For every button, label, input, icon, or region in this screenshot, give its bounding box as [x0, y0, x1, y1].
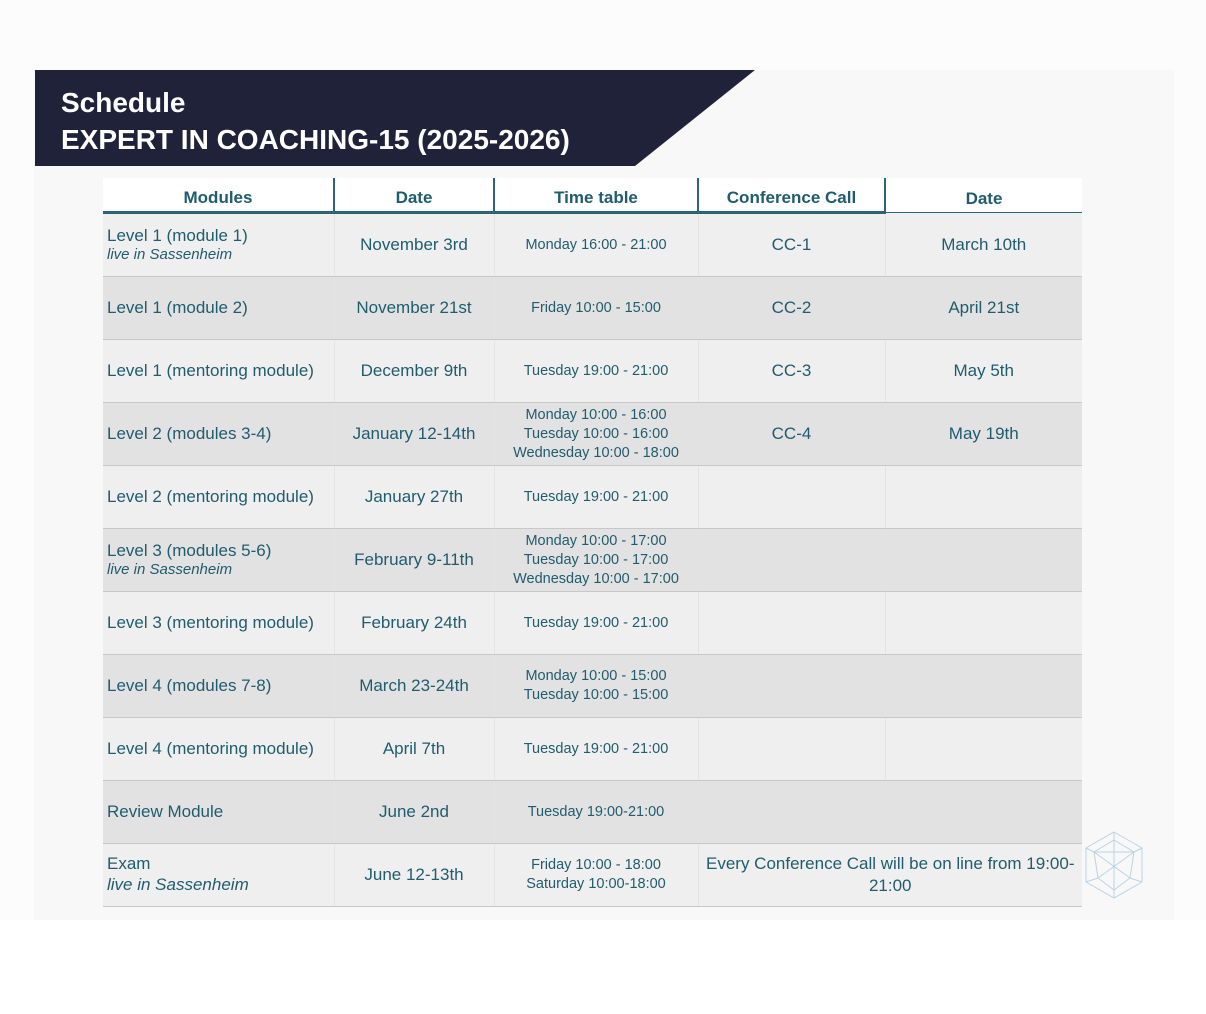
- timetable-cell: [494, 844, 698, 907]
- module-name: Level 4 (modules 7-8): [107, 676, 272, 695]
- timetable-entry: Tuesday 19:00-21:00: [527, 803, 665, 820]
- conference-call-cell: CC-1: [698, 213, 885, 277]
- table-row: [103, 655, 1082, 718]
- conference-call-cell: [698, 466, 885, 529]
- module-name: Level 2 (modules 3-4): [107, 424, 272, 443]
- timetable-cell: [494, 718, 698, 781]
- table-row: [103, 466, 1082, 529]
- title-line-1: Schedule: [61, 87, 186, 118]
- timetable-entry: Friday 10:00 - 18:00: [531, 857, 661, 873]
- conference-call-date: May 5th: [885, 340, 1082, 403]
- timetable-entry: Tuesday 19:00 - 21:00: [523, 614, 669, 631]
- module-date: April 7th: [334, 718, 494, 781]
- module-cell: [103, 340, 334, 403]
- table-row: [103, 781, 1082, 844]
- timetable-cell: [494, 340, 698, 403]
- module-cell: [103, 529, 334, 592]
- module-cell: [103, 277, 334, 340]
- module-location: live in Sassenheim: [107, 561, 233, 578]
- module-date: March 23-24th: [334, 655, 494, 718]
- timetable-entry: Friday 10:00 - 15:00: [531, 299, 661, 316]
- module-name: Level 3 (mentoring module): [107, 613, 314, 632]
- timetable-entry: Saturday 10:00-18:00: [526, 876, 666, 892]
- schedule-table: [103, 178, 1082, 907]
- module-name: Level 1 (mentoring module): [107, 361, 314, 380]
- module-name: Review Module: [107, 802, 224, 821]
- module-cell: [103, 466, 334, 529]
- timetable-entry: Tuesday 10:00 - 17:00: [523, 551, 669, 568]
- conference-call-date: March 10th: [885, 213, 1082, 277]
- module-date: January 12-14th: [334, 403, 494, 466]
- timetable-entry: Tuesday 10:00 - 16:00: [523, 425, 669, 442]
- conference-call-note: Every Conference Call will be on line from 19:00-21:00: [698, 844, 1082, 907]
- module-cell: [103, 844, 334, 907]
- timetable-entry: Monday 10:00 - 15:00: [525, 668, 667, 684]
- timetable-entry: Wednesday 10:00 - 18:00: [513, 444, 679, 461]
- geodesic-logo-icon: [1082, 830, 1146, 900]
- conference-call-date: April 21st: [885, 277, 1082, 340]
- module-name: Level 2 (mentoring module): [107, 487, 314, 506]
- conference-call-date: [885, 781, 1082, 844]
- header-modules: Modules: [103, 178, 334, 213]
- timetable-entry: Monday 16:00 - 21:00: [525, 236, 667, 253]
- conference-call-cell: [698, 781, 885, 844]
- table-header-row: [103, 178, 1082, 213]
- module-cell: [103, 655, 334, 718]
- timetable-cell: [494, 529, 698, 592]
- module-date: February 24th: [334, 592, 494, 655]
- header-cc-date: Date: [885, 178, 1082, 213]
- conference-call-cell: [698, 592, 885, 655]
- conference-call-date: May 19th: [885, 403, 1082, 466]
- table-row: [103, 277, 1082, 340]
- module-name: Level 1 (module 2): [107, 298, 248, 317]
- module-location: live in Sassenheim: [107, 875, 249, 894]
- timetable-cell: [494, 277, 698, 340]
- timetable-cell: [494, 466, 698, 529]
- timetable-cell: [494, 592, 698, 655]
- conference-call-date: [885, 529, 1082, 592]
- conference-call-date: [885, 466, 1082, 529]
- conference-call-cell: CC-4: [698, 403, 885, 466]
- module-date: June 12-13th: [334, 844, 494, 907]
- table-row: [103, 213, 1082, 277]
- module-cell: [103, 403, 334, 466]
- timetable-cell: [494, 213, 698, 277]
- module-date: November 21st: [334, 277, 494, 340]
- module-location: live in Sassenheim: [107, 246, 233, 263]
- conference-call-cell: [698, 529, 885, 592]
- module-name: Level 1 (module 1): [107, 226, 248, 245]
- header-conference-call: Conference Call: [698, 178, 885, 213]
- module-date: January 27th: [334, 466, 494, 529]
- module-name: Level 4 (mentoring module): [107, 739, 314, 758]
- conference-call-cell: [698, 718, 885, 781]
- conference-call-cell: [698, 655, 885, 718]
- module-name: Level 3 (modules 5-6): [107, 541, 272, 560]
- module-date: December 9th: [334, 340, 494, 403]
- module-cell: [103, 718, 334, 781]
- timetable-entry: Tuesday 19:00 - 21:00: [523, 488, 669, 505]
- schedule-rows: [103, 213, 1082, 907]
- table-row: [103, 403, 1082, 466]
- header-date: Date: [334, 178, 494, 213]
- table-row: [103, 529, 1082, 592]
- table-row: [103, 592, 1082, 655]
- conference-call-date: [885, 592, 1082, 655]
- timetable-cell: [494, 781, 698, 844]
- module-name: Exam: [107, 854, 151, 873]
- title-line-2: EXPERT IN COACHING-15 (2025-2026): [61, 124, 570, 155]
- module-date: November 3rd: [334, 213, 494, 277]
- table-row: [103, 340, 1082, 403]
- conference-call-date: [885, 718, 1082, 781]
- conference-call-date: [885, 655, 1082, 718]
- timetable-entry: Tuesday 19:00 - 21:00: [523, 740, 669, 757]
- module-cell: [103, 781, 334, 844]
- timetable-entry: Monday 10:00 - 16:00: [525, 406, 667, 423]
- timetable-entry: Wednesday 10:00 - 17:00: [513, 570, 679, 587]
- conference-call-cell: CC-2: [698, 277, 885, 340]
- module-cell: [103, 213, 334, 277]
- timetable-entry: Tuesday 10:00 - 15:00: [523, 687, 669, 703]
- module-date: June 2nd: [334, 781, 494, 844]
- module-date: February 9-11th: [334, 529, 494, 592]
- module-cell: [103, 592, 334, 655]
- timetable-cell: [494, 655, 698, 718]
- table-row-exam: [103, 844, 1082, 907]
- timetable-entry: Monday 10:00 - 17:00: [525, 532, 667, 549]
- timetable-entry: Tuesday 19:00 - 21:00: [523, 362, 669, 379]
- conference-call-cell: CC-3: [698, 340, 885, 403]
- table-row: [103, 718, 1082, 781]
- timetable-cell: [494, 403, 698, 466]
- header-timetable: Time table: [494, 178, 698, 213]
- page-title: [61, 84, 570, 158]
